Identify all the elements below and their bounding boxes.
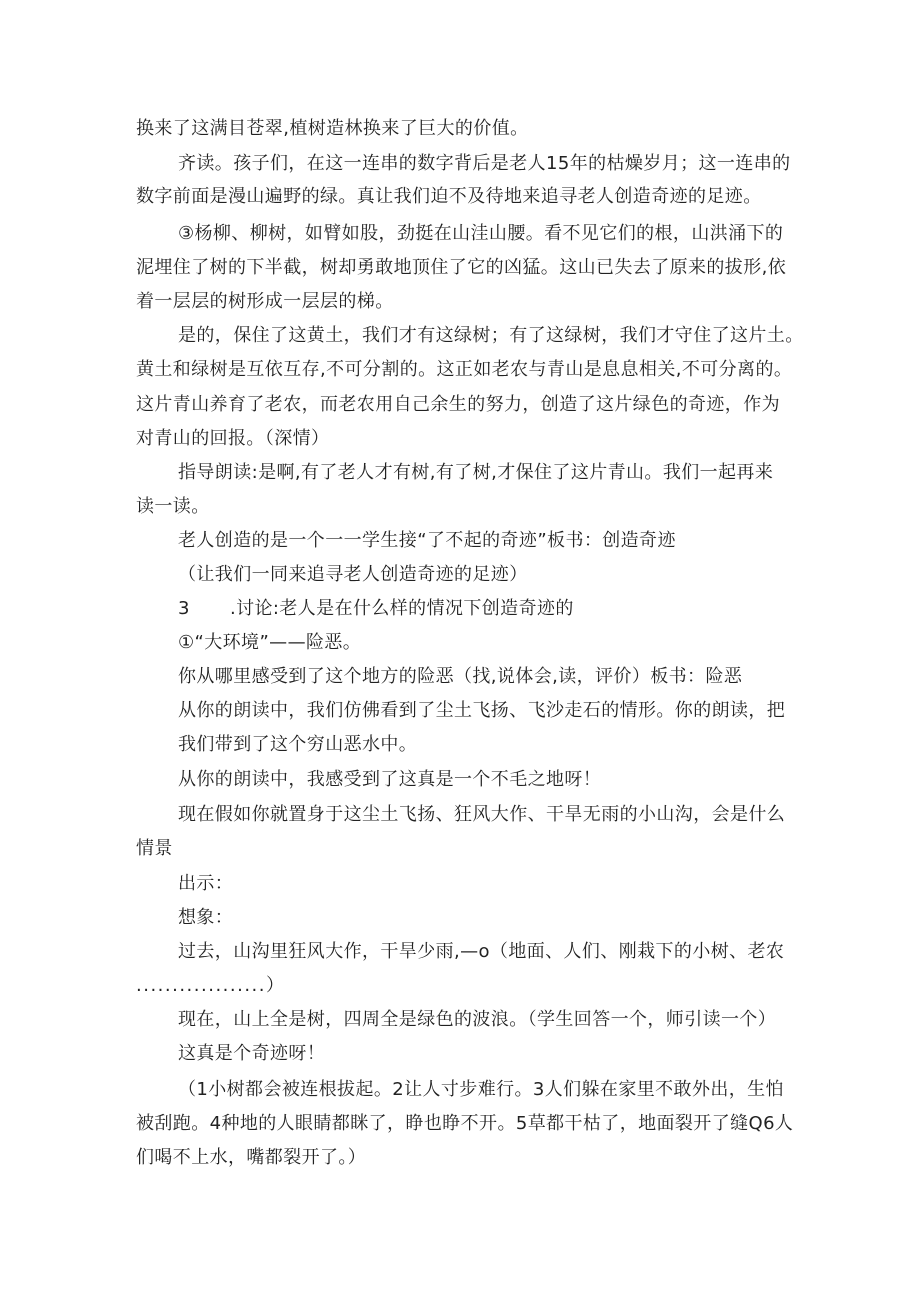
paragraph-line: （让我们一同来追寻老人创造奇迹的足迹）	[178, 564, 528, 585]
paragraph-line: 从你的朗读中，我感受到了这真是一个不毛之地呀！	[178, 769, 602, 790]
paragraph-line: 着一层层的树形成一层层的梯。	[136, 291, 394, 312]
paragraph-line: 对青山的回报。（深情）	[136, 428, 330, 449]
paragraph-line: （1小树都会被连根拔起。2让人寸步难行。3人们躲在家里不敢外出，生怕	[178, 1079, 784, 1100]
paragraph-line: 老人创造的是一个一一学生接“了不起的奇迹”板书：创造奇迹	[178, 530, 676, 551]
paragraph-line: 出示：	[178, 873, 234, 894]
paragraph-line: 我们带到了这个穷山恶水中。	[178, 734, 418, 755]
paragraph-line: 被刮跑。4种地的人眼睛都眯了，睁也睁不开。5草都干枯了，地面裂开了缝Q6人	[136, 1113, 794, 1134]
paragraph-line: 是的，保住了这黄土，我们才有这绿树；有了这绿树，我们才守住了这片土。	[178, 325, 804, 346]
paragraph-line: 你从哪里感受到了这个地方的险恶（找,说体会,读，评价）板书：险恶	[178, 666, 743, 687]
paragraph-line: 黄土和绿树是互依互存,不可分割的。这正如老农与青山是息息相关,不可分离的。	[136, 359, 793, 380]
paragraph-line: .讨论:老人是在什么样的情况下创造奇迹的	[230, 598, 574, 619]
paragraph-line: 们喝不上水，嘴都裂开了。）	[136, 1147, 367, 1168]
paragraph-line: 这真是个奇迹呀！	[178, 1043, 326, 1064]
paragraph-line: 泥埋住了树的下半截，树却勇敢地顶住了它的凶猛。这山已失去了原来的拔形,依	[136, 257, 787, 278]
paragraph-line: ③杨柳、柳树，如臂如股，劲挺在山洼山腰。看不见它们的根，山洪涌下的	[178, 223, 784, 244]
paragraph-line: 想象：	[178, 907, 234, 928]
paragraph-line: 过去，山沟里狂风大作，干旱少雨,—o（地面、人们、刚栽下的小树、老农	[178, 941, 785, 962]
paragraph-line: ..................）	[136, 975, 286, 996]
paragraph-line: 从你的朗读中，我们仿佛看到了尘土飞扬、飞沙走石的情形。你的朗读，把	[178, 700, 786, 721]
list-number: 3	[178, 598, 190, 619]
paragraph-line: 现在，山上全是树，四周全是绿色的波浪。（学生回答一个，师引读一个）	[178, 1009, 777, 1030]
paragraph-line: 情景	[136, 838, 173, 859]
paragraph-line: 齐读。孩子们，在这一连串的数字背后是老人15年的枯燥岁月；这一连串的	[178, 153, 791, 174]
paragraph-line: ①“大环境”——险恶。	[178, 632, 362, 653]
paragraph-line: 这片青山养育了老农，而老农用自己余生的努力，创造了这片绿色的奇迹，作为	[136, 394, 780, 415]
paragraph-line: 换来了这满目苍翠,植树造林换来了巨大的价值。	[136, 118, 529, 139]
paragraph-line: 数字前面是漫山遍野的绿。真让我们迫不及待地来追寻老人创造奇迹的足迹。	[136, 186, 762, 207]
paragraph-line: 读一读。	[136, 496, 210, 517]
paragraph-line: 现在假如你就置身于这尘土飞扬、狂风大作、干旱无雨的小山沟，会是什么	[178, 804, 786, 825]
paragraph-line: 指导朗读:是啊,有了老人才有树,有了树,才保住了这片青山。我们一起再来	[178, 462, 774, 483]
